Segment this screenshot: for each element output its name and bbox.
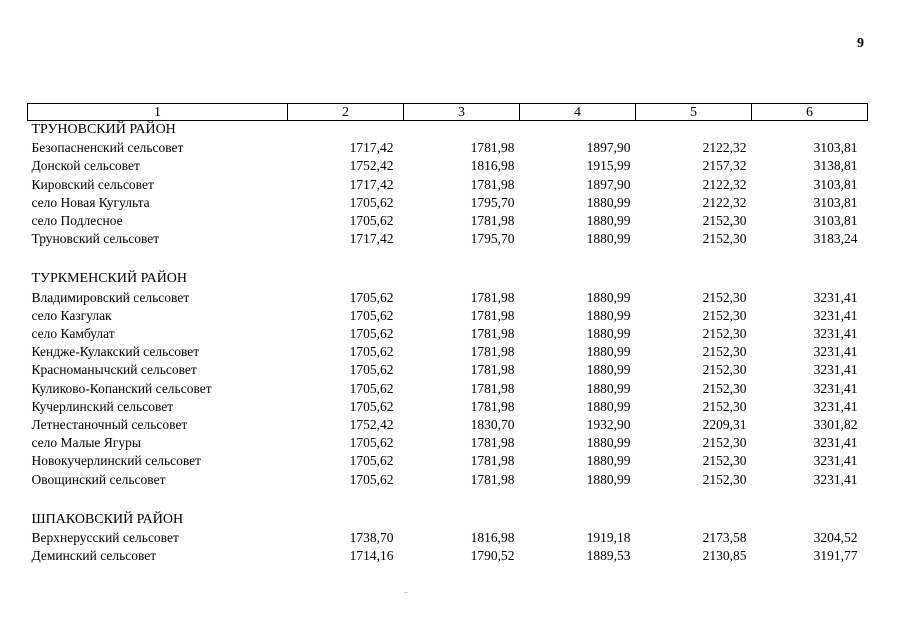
settlement-name: Куликово-Копанский сельсовет (31, 380, 212, 396)
scan-artifact (404, 592, 408, 593)
value-col-3: 1781,98 (470, 213, 515, 229)
value-col-4: 1880,99 (586, 213, 631, 229)
value-col-5: 2122,32 (702, 176, 747, 192)
settlement-name: село Новая Кугульта (31, 194, 150, 210)
value-col-4: 1932,90 (586, 417, 631, 433)
header-cell-2: 2 (288, 104, 404, 121)
settlement-name: Красноманычский сельсовет (31, 362, 197, 378)
value-col-4: 1915,99 (586, 158, 631, 174)
table-row (28, 434, 868, 452)
table-row (28, 471, 868, 489)
district-heading-row (28, 121, 868, 140)
value-col-5: 2152,30 (702, 231, 747, 247)
table-row (28, 230, 868, 248)
table-row (28, 452, 868, 470)
value-col-5: 2173,58 (702, 530, 747, 546)
value-col-3: 1781,98 (470, 326, 515, 342)
district-title: ШПАКОВСКИЙ РАЙОН (31, 511, 184, 527)
value-col-3: 1781,98 (470, 471, 515, 487)
value-col-2: 1705,62 (349, 435, 394, 451)
settlement-name: Деминский сельсовет (31, 548, 157, 564)
value-col-6: 3231,41 (813, 435, 858, 451)
table-row (28, 343, 868, 361)
value-col-3: 1795,70 (470, 194, 515, 210)
value-col-4: 1880,99 (586, 289, 631, 305)
header-row (28, 104, 868, 121)
value-col-6: 3231,41 (813, 344, 858, 360)
settlement-name: Новокучерлинский сельсовет (31, 453, 202, 469)
district-title: ТРУНОВСКИЙ РАЙОН (31, 122, 176, 137)
value-col-2: 1705,62 (349, 398, 394, 414)
value-col-3: 1781,98 (470, 176, 515, 192)
header-cell-5: 5 (636, 104, 752, 121)
settlement-name: Донской сельсовет (31, 158, 140, 174)
value-col-6: 3231,41 (813, 453, 858, 469)
settlement-name: село Казгулак (31, 307, 112, 323)
value-col-6: 3231,41 (813, 398, 858, 414)
value-col-5: 2130,85 (702, 548, 747, 564)
value-col-6: 3231,41 (813, 471, 858, 487)
value-col-3: 1830,70 (470, 417, 515, 433)
settlement-name: село Малые Ягуры (31, 435, 141, 451)
table-row (28, 194, 868, 212)
table-row (28, 289, 868, 307)
table-body (28, 121, 868, 566)
value-col-4: 1880,99 (586, 307, 631, 323)
value-col-3: 1795,70 (470, 231, 515, 247)
value-col-6: 3231,41 (813, 326, 858, 342)
value-col-2: 1705,62 (349, 213, 394, 229)
settlement-name: село Подлесное (31, 213, 123, 229)
value-col-2: 1705,62 (349, 326, 394, 342)
value-col-6: 3138,81 (813, 158, 858, 174)
value-col-6: 3231,41 (813, 362, 858, 378)
value-col-6: 3231,41 (813, 307, 858, 323)
district-title: ТУРКМЕНСКИЙ РАЙОН (31, 271, 188, 287)
header-cell-3: 3 (404, 104, 520, 121)
value-col-6: 3301,82 (813, 417, 858, 433)
value-col-2: 1714,16 (349, 548, 394, 564)
header-cell-4: 4 (520, 104, 636, 121)
value-col-3: 1790,52 (470, 548, 515, 564)
value-col-4: 1880,99 (586, 398, 631, 414)
value-col-5: 2152,30 (702, 362, 747, 378)
settlement-name: село Камбулат (31, 326, 115, 342)
table-row (28, 529, 868, 547)
value-col-2: 1705,62 (349, 362, 394, 378)
table-row (28, 380, 868, 398)
table-row (28, 157, 868, 175)
value-col-5: 2152,30 (702, 380, 747, 396)
value-col-4: 1897,90 (586, 176, 631, 192)
value-col-4: 1880,99 (586, 362, 631, 378)
value-col-6: 3103,81 (813, 140, 858, 156)
settlement-name: Труновский сельсовет (31, 231, 160, 247)
value-col-5: 2152,30 (702, 213, 747, 229)
settlement-name: Кендже-Кулакский сельсовет (31, 344, 200, 360)
tariff-table (27, 103, 868, 565)
value-col-2: 1705,62 (349, 289, 394, 305)
value-col-6: 3231,41 (813, 380, 858, 396)
settlement-name: Безопасненский сельсовет (31, 140, 184, 156)
table-row (28, 398, 868, 416)
section-spacer (28, 248, 868, 270)
value-col-4: 1880,99 (586, 435, 631, 451)
settlement-name: Летнестаночный сельсовет (31, 417, 188, 433)
settlement-name: Кировский сельсовет (31, 176, 154, 192)
district-heading-row (28, 511, 868, 529)
value-col-6: 3103,81 (813, 176, 858, 192)
value-col-3: 1781,98 (470, 289, 515, 305)
value-col-2: 1717,42 (349, 176, 394, 192)
value-col-5: 2152,30 (702, 471, 747, 487)
spacer-cell (28, 248, 868, 270)
value-col-3: 1781,98 (470, 140, 515, 156)
value-col-2: 1717,42 (349, 231, 394, 247)
header-cell-6: 6 (752, 104, 868, 121)
value-col-4: 1889,53 (586, 548, 631, 564)
value-col-4: 1880,99 (586, 453, 631, 469)
value-col-2: 1705,62 (349, 307, 394, 323)
table-row (28, 325, 868, 343)
table-row (28, 307, 868, 325)
value-col-4: 1897,90 (586, 140, 631, 156)
value-col-3: 1781,98 (470, 344, 515, 360)
settlement-name: Верхнерусский сельсовет (31, 530, 179, 546)
value-col-5: 2152,30 (702, 326, 747, 342)
value-col-5: 2152,30 (702, 435, 747, 451)
value-col-5: 2122,32 (702, 194, 747, 210)
value-col-3: 1781,98 (470, 380, 515, 396)
value-col-2: 1705,62 (349, 194, 394, 210)
value-col-5: 2122,32 (702, 140, 747, 156)
table-row (28, 416, 868, 434)
value-col-4: 1880,99 (586, 326, 631, 342)
value-col-5: 2152,30 (702, 289, 747, 305)
value-col-5: 2152,30 (702, 307, 747, 323)
value-col-5: 2209,31 (702, 417, 747, 433)
value-col-6: 3231,41 (813, 289, 858, 305)
value-col-3: 1781,98 (470, 398, 515, 414)
value-col-2: 1705,62 (349, 380, 394, 396)
value-col-6: 3204,52 (813, 530, 858, 546)
value-col-2: 1738,70 (349, 530, 394, 546)
section-spacer (28, 489, 868, 511)
value-col-2: 1705,62 (349, 471, 394, 487)
value-col-2: 1752,42 (349, 158, 394, 174)
value-col-3: 1781,98 (470, 453, 515, 469)
value-col-4: 1880,99 (586, 344, 631, 360)
value-col-6: 3103,81 (813, 213, 858, 229)
value-col-2: 1705,62 (349, 344, 394, 360)
value-col-3: 1781,98 (470, 435, 515, 451)
value-col-5: 2152,30 (702, 398, 747, 414)
settlement-name: Владимировский сельсовет (31, 289, 190, 305)
spacer-cell (28, 489, 868, 511)
value-col-2: 1717,42 (349, 140, 394, 156)
value-col-6: 3191,77 (813, 548, 858, 564)
district-heading-row (28, 270, 868, 288)
table-row (28, 547, 868, 565)
value-col-4: 1919,18 (586, 530, 631, 546)
value-col-3: 1781,98 (470, 307, 515, 323)
table-row (28, 212, 868, 230)
table-row (28, 176, 868, 194)
header-cell-1: 1 (28, 104, 288, 121)
value-col-6: 3183,24 (813, 231, 858, 247)
value-col-3: 1816,98 (470, 530, 515, 546)
value-col-3: 1781,98 (470, 362, 515, 378)
value-col-4: 1880,99 (586, 380, 631, 396)
value-col-5: 2152,30 (702, 453, 747, 469)
settlement-name: Овощинский сельсовет (31, 471, 166, 487)
value-col-5: 2157,32 (702, 158, 747, 174)
value-col-4: 1880,99 (586, 231, 631, 247)
table-row (28, 361, 868, 379)
value-col-5: 2152,30 (702, 344, 747, 360)
value-col-6: 3103,81 (813, 194, 858, 210)
value-col-2: 1705,62 (349, 453, 394, 469)
table-row (28, 139, 868, 157)
settlement-name: Кучерлинский сельсовет (31, 398, 174, 414)
page-number: 9 (857, 36, 864, 51)
value-col-3: 1816,98 (470, 158, 515, 174)
value-col-2: 1752,42 (349, 417, 394, 433)
value-col-4: 1880,99 (586, 471, 631, 487)
value-col-4: 1880,99 (586, 194, 631, 210)
